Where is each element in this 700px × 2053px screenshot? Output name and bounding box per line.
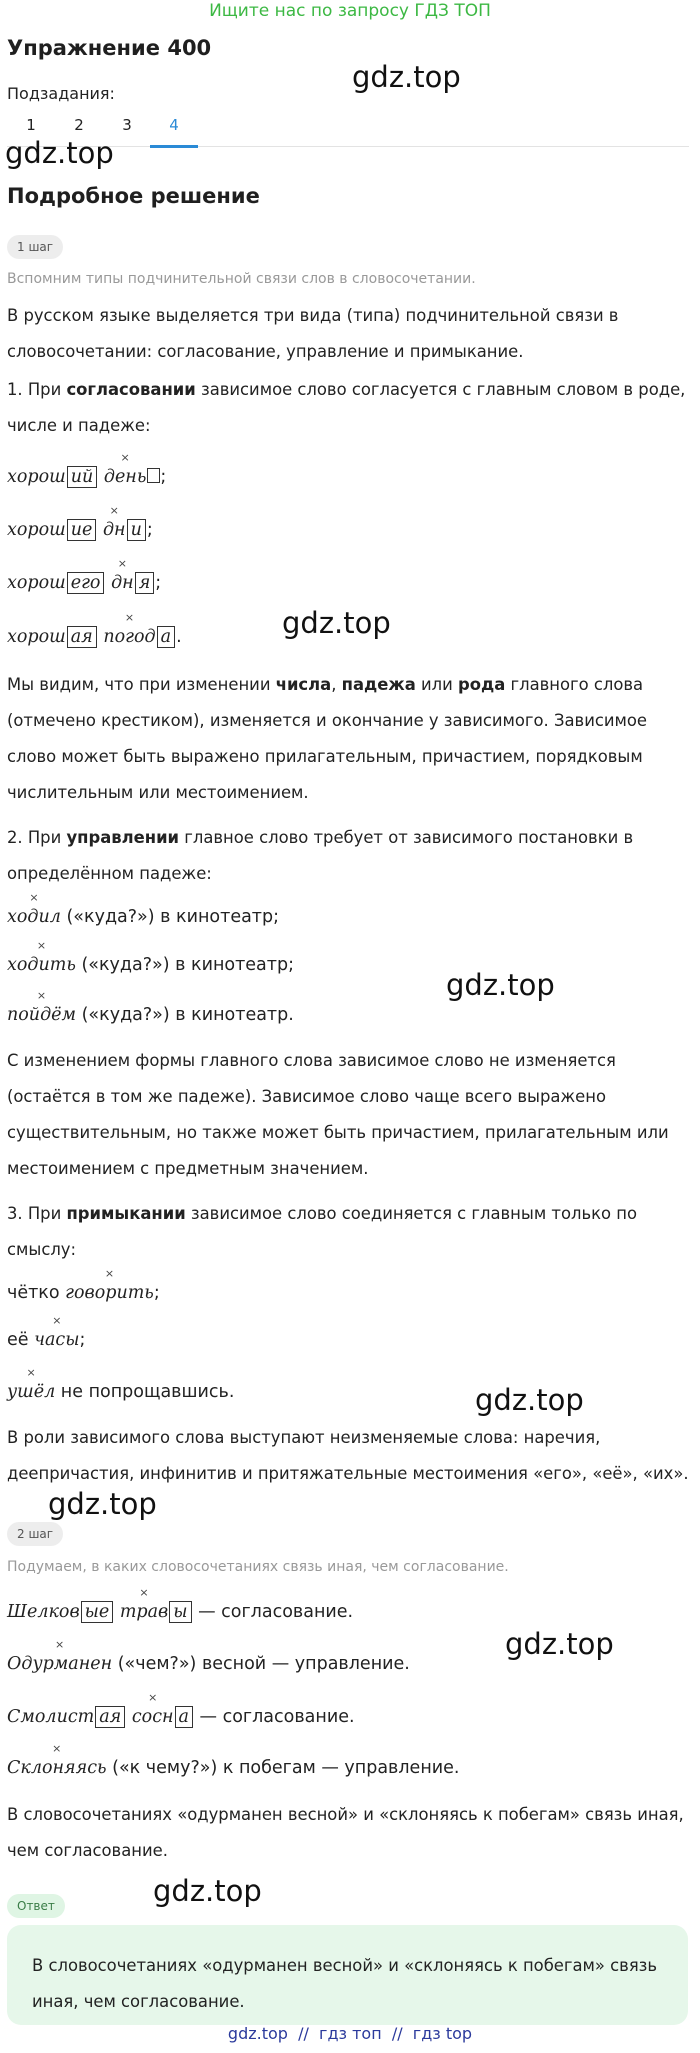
watermark: gdz.top [505,1627,614,1661]
subtasks-label: Подзадания: [7,84,115,103]
page-title: Упражнение 400 [7,36,212,60]
step-hint-1: Вспомним типы подчинительной связи слов в словосочетании. [7,271,476,287]
paragraph-adjunction: 3. При примыкании зависимое слово соединяется с главным только по смыслу: [7,1204,637,1259]
example-adjunction-2: её × часы; [7,1330,85,1350]
paragraph-step2-conclusion: В словосочетаниях «одурманен весной» и «склоняясь к побегам» связь иная, чем согласование. [7,1805,684,1860]
paragraph-agreement: 1. При согласовании зависимое слово согласуется с главным словом в роде, числе и падеже: [7,380,686,435]
example-adjunction-1: чётко × говорить; [7,1283,160,1303]
solution-title: Подробное решение [7,184,260,208]
answer-text: В словосочетаниях «одурманен весной» и «склоняясь к побегам» связь иная, чем согласование. [32,1956,658,2011]
step-badge-2: 2 шаг [7,1522,63,1546]
example-agreement-1: хорош ий × день ; [7,466,166,488]
example-agreement-4: хорош ая × погод а . [7,626,182,648]
example-step2-3: Смолист ая × сосн а — согласование. [7,1706,355,1728]
tab-4-active[interactable]: 4 [150,116,198,148]
tab-1[interactable]: 1 [26,116,36,134]
example-government-3: × пойдём («куда?») в кинотеатр. [7,1005,294,1025]
paragraph-government: 2. При управлении главное слово требует от зависимого постановки в определённом падеже: [7,828,634,883]
step-badge-1: 1 шаг [7,235,63,259]
paragraph-intro: В русском языке выделяется три вида (типа) подчинительной связи в словосочетании: согласование, управление и примыкание. [7,306,619,361]
watermark: gdz.top [446,968,555,1002]
watermark: gdz.top [5,136,114,170]
example-government-2: × ходить («куда?») в кинотеатр; [7,955,294,975]
watermark: gdz.top [475,1383,584,1417]
tab-3[interactable]: 3 [122,116,132,134]
example-step2-2: × Одурманен («чем?») весной — управление. [7,1654,410,1674]
watermark: gdz.top [48,1487,157,1521]
step-hint-2: Подумаем, в каких словосочетаниях связь иная, чем согласование. [7,1559,509,1575]
example-adjunction-3: × ушёл не попрощавшись. [7,1382,234,1402]
watermark: gdz.top [352,60,461,94]
example-government-1: × ходил («куда?») в кинотеатр; [7,907,279,927]
search-banner: Ищите нас по запросу ГДЗ ТОП [209,1,491,21]
example-agreement-2: хорош ие × дн и ; [7,519,153,541]
watermark: gdz.top [282,606,391,640]
paragraph-agreement-explained: Мы видим, что при изменении числа, падежа или рода главного слова (отмечено крестиком), изменяется и окончание у зависимого. Зависимое слово может быть выражено прилагательным, причастием, порядковым числительным или местоимением. [7,675,647,802]
paragraph-adjunction-explained: В роли зависимого слова выступают неизменяемые слова: наречия, деепричастия, инфинитив и притяжательные местоимения «его», «её», «их». [7,1428,689,1483]
paragraph-government-explained: С изменением формы главного слова зависимое слово не изменяется (остаётся в том же падеже). Зависимое слово чаще всего выражено существительным, но также может быть причастием, прилагательным или местоимением с предметным значением. [7,1051,669,1178]
example-step2-4: × Склоняясь («к чему?») к побегам — управление. [7,1758,459,1778]
watermark: gdz.top [153,1874,262,1908]
tab-2[interactable]: 2 [74,116,84,134]
example-step2-1: Шелков ые × трав ы — согласование. [7,1601,353,1623]
footer-links[interactable]: gdz.top // гдз топ // гдз top [227,2024,473,2043]
example-agreement-3: хорош его × дн я ; [7,572,161,594]
answer-badge: Ответ [7,1894,65,1918]
